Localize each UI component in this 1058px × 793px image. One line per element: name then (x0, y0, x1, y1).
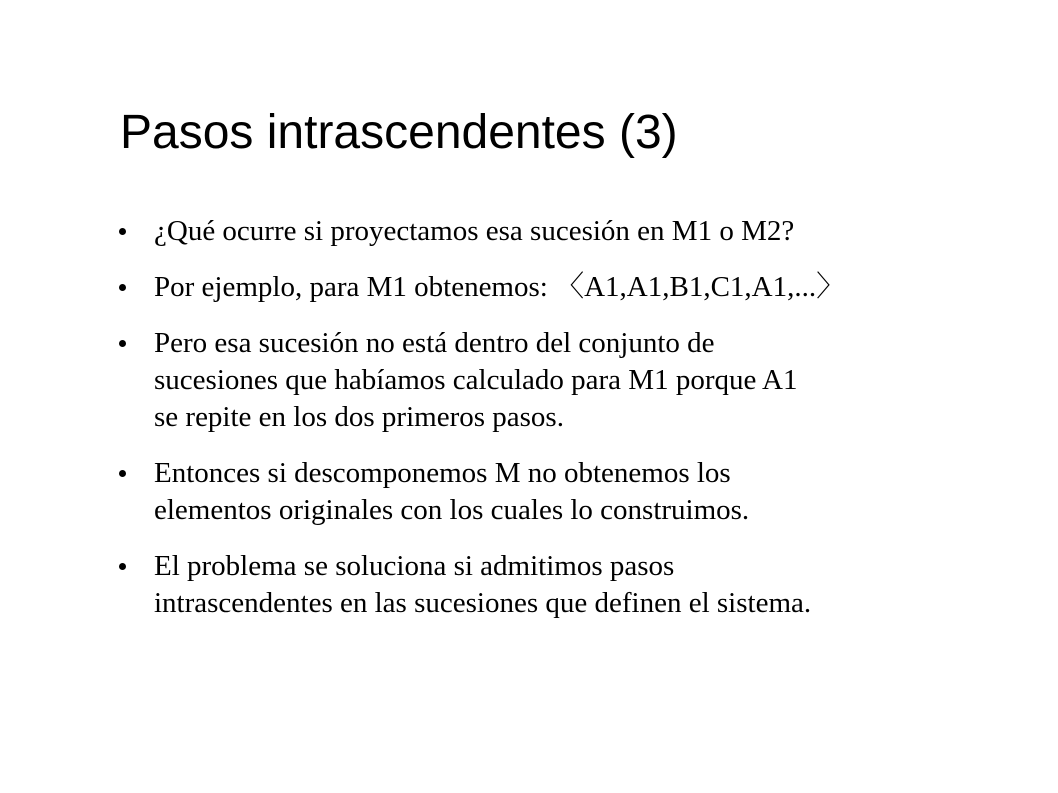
bullet-text: Entonces si descomponemos M no obtenemos los elementos originales con los cuales lo construimos. (154, 457, 750, 526)
bullet-item (115, 455, 1015, 529)
bullet-dot-icon (115, 325, 129, 362)
bullet-text: Pero esa sucesión no está dentro del conjunto de sucesiones que habíamos calculado para M1 porque A1 se repite en los dos primeros pasos. (154, 327, 798, 433)
bullet-text: Por ejemplo, para M1 obtenemos: 〈A1,A1,B1,C1,A1,...〉 (154, 271, 846, 303)
bullet-text: ¿Qué ocurre si proyectamos esa sucesión en M1 o M2? (154, 215, 795, 247)
bullet-item (115, 269, 1015, 306)
bullet-item (115, 548, 1015, 622)
bullet-dot-icon (115, 213, 129, 250)
slide-title: Pasos intrascendentes (3) (120, 106, 678, 159)
bullet-item (115, 325, 1015, 436)
bullet-item (115, 213, 1015, 250)
bullet-list (115, 213, 1015, 641)
bullet-dot-icon (115, 455, 129, 492)
bullet-dot-icon (115, 269, 129, 306)
bullet-text: El problema se soluciona si admitimos pasos intrascendentes en las sucesiones que definen el sistema. (154, 550, 812, 619)
bullet-dot-icon (115, 548, 129, 585)
